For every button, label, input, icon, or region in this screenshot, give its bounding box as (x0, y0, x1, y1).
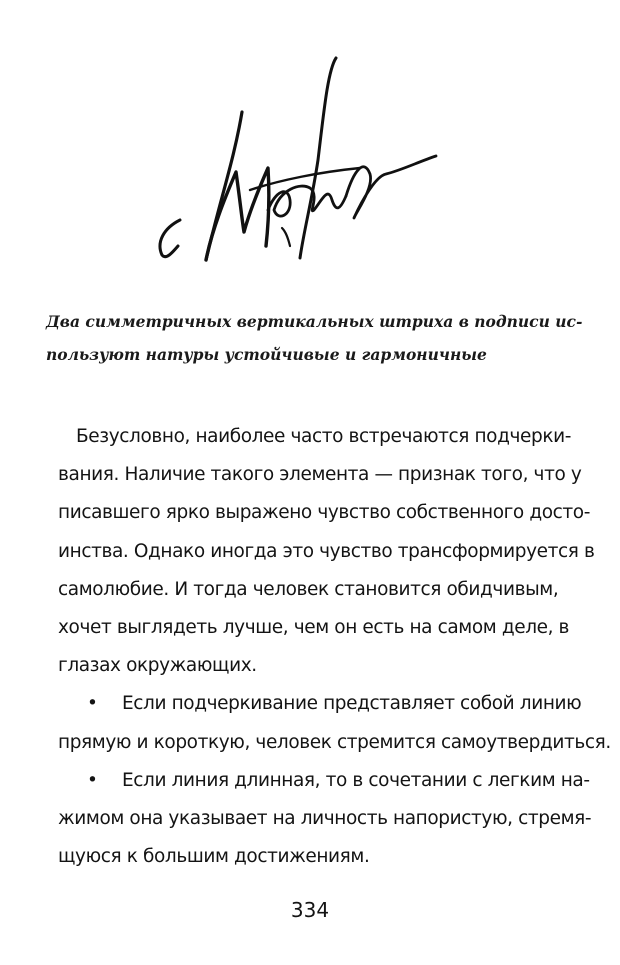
bullet-continuation-line: жимом она указывает на личность напористую, стремя- (58, 808, 592, 830)
signature-middle-letters (268, 186, 346, 216)
signature-hook-stroke (160, 220, 180, 257)
paragraph-line: самолюбие. И тогда человек становится обидчивым, (58, 578, 559, 600)
paragraph-line: хочет выглядеть лучше, чем он есть на самом деле, в (58, 617, 570, 639)
paragraph-line: глазах окружающих. (58, 655, 257, 677)
main-text (58, 418, 618, 876)
bullet-item (58, 685, 618, 723)
signature-illustration (150, 50, 440, 275)
caption-line: Два симметричных вертикальных штриха в подписи ис- (46, 312, 583, 331)
signature-tail-stroke (346, 156, 436, 218)
signature-caption (46, 305, 606, 371)
signature-lower-dash (282, 228, 290, 246)
bullet-continuation-line: щуюся к большим достижениям. (58, 846, 370, 868)
bullet-marker: • (87, 693, 98, 715)
bullet-item (58, 762, 618, 800)
bullet-continuation-line: прямую и короткую, человек стремится самоутвердиться. (58, 731, 611, 753)
bullet-text: Если подчеркивание представляет собой линию (122, 693, 582, 715)
signature-m-stroke (206, 168, 269, 260)
bullet-marker: • (87, 769, 98, 791)
paragraph-line: писавшего ярко выражено чувство собственного досто- (58, 502, 590, 524)
caption-line: пользуют натуры устойчивые и гармоничные (46, 345, 487, 364)
signature-right-vertical-stroke (300, 58, 336, 258)
page-number: 334 (290, 898, 330, 922)
bullet-text: Если линия длинная, то в сочетании с легким на- (122, 769, 590, 791)
paragraph-line: вания. Наличие такого элемента — признак того, что у (58, 464, 582, 486)
paragraph-line: Безусловно, наиболее часто встречаются подчерки- (76, 426, 572, 447)
paragraph-line: инства. Однако иногда это чувство трансформируется в (58, 540, 595, 562)
